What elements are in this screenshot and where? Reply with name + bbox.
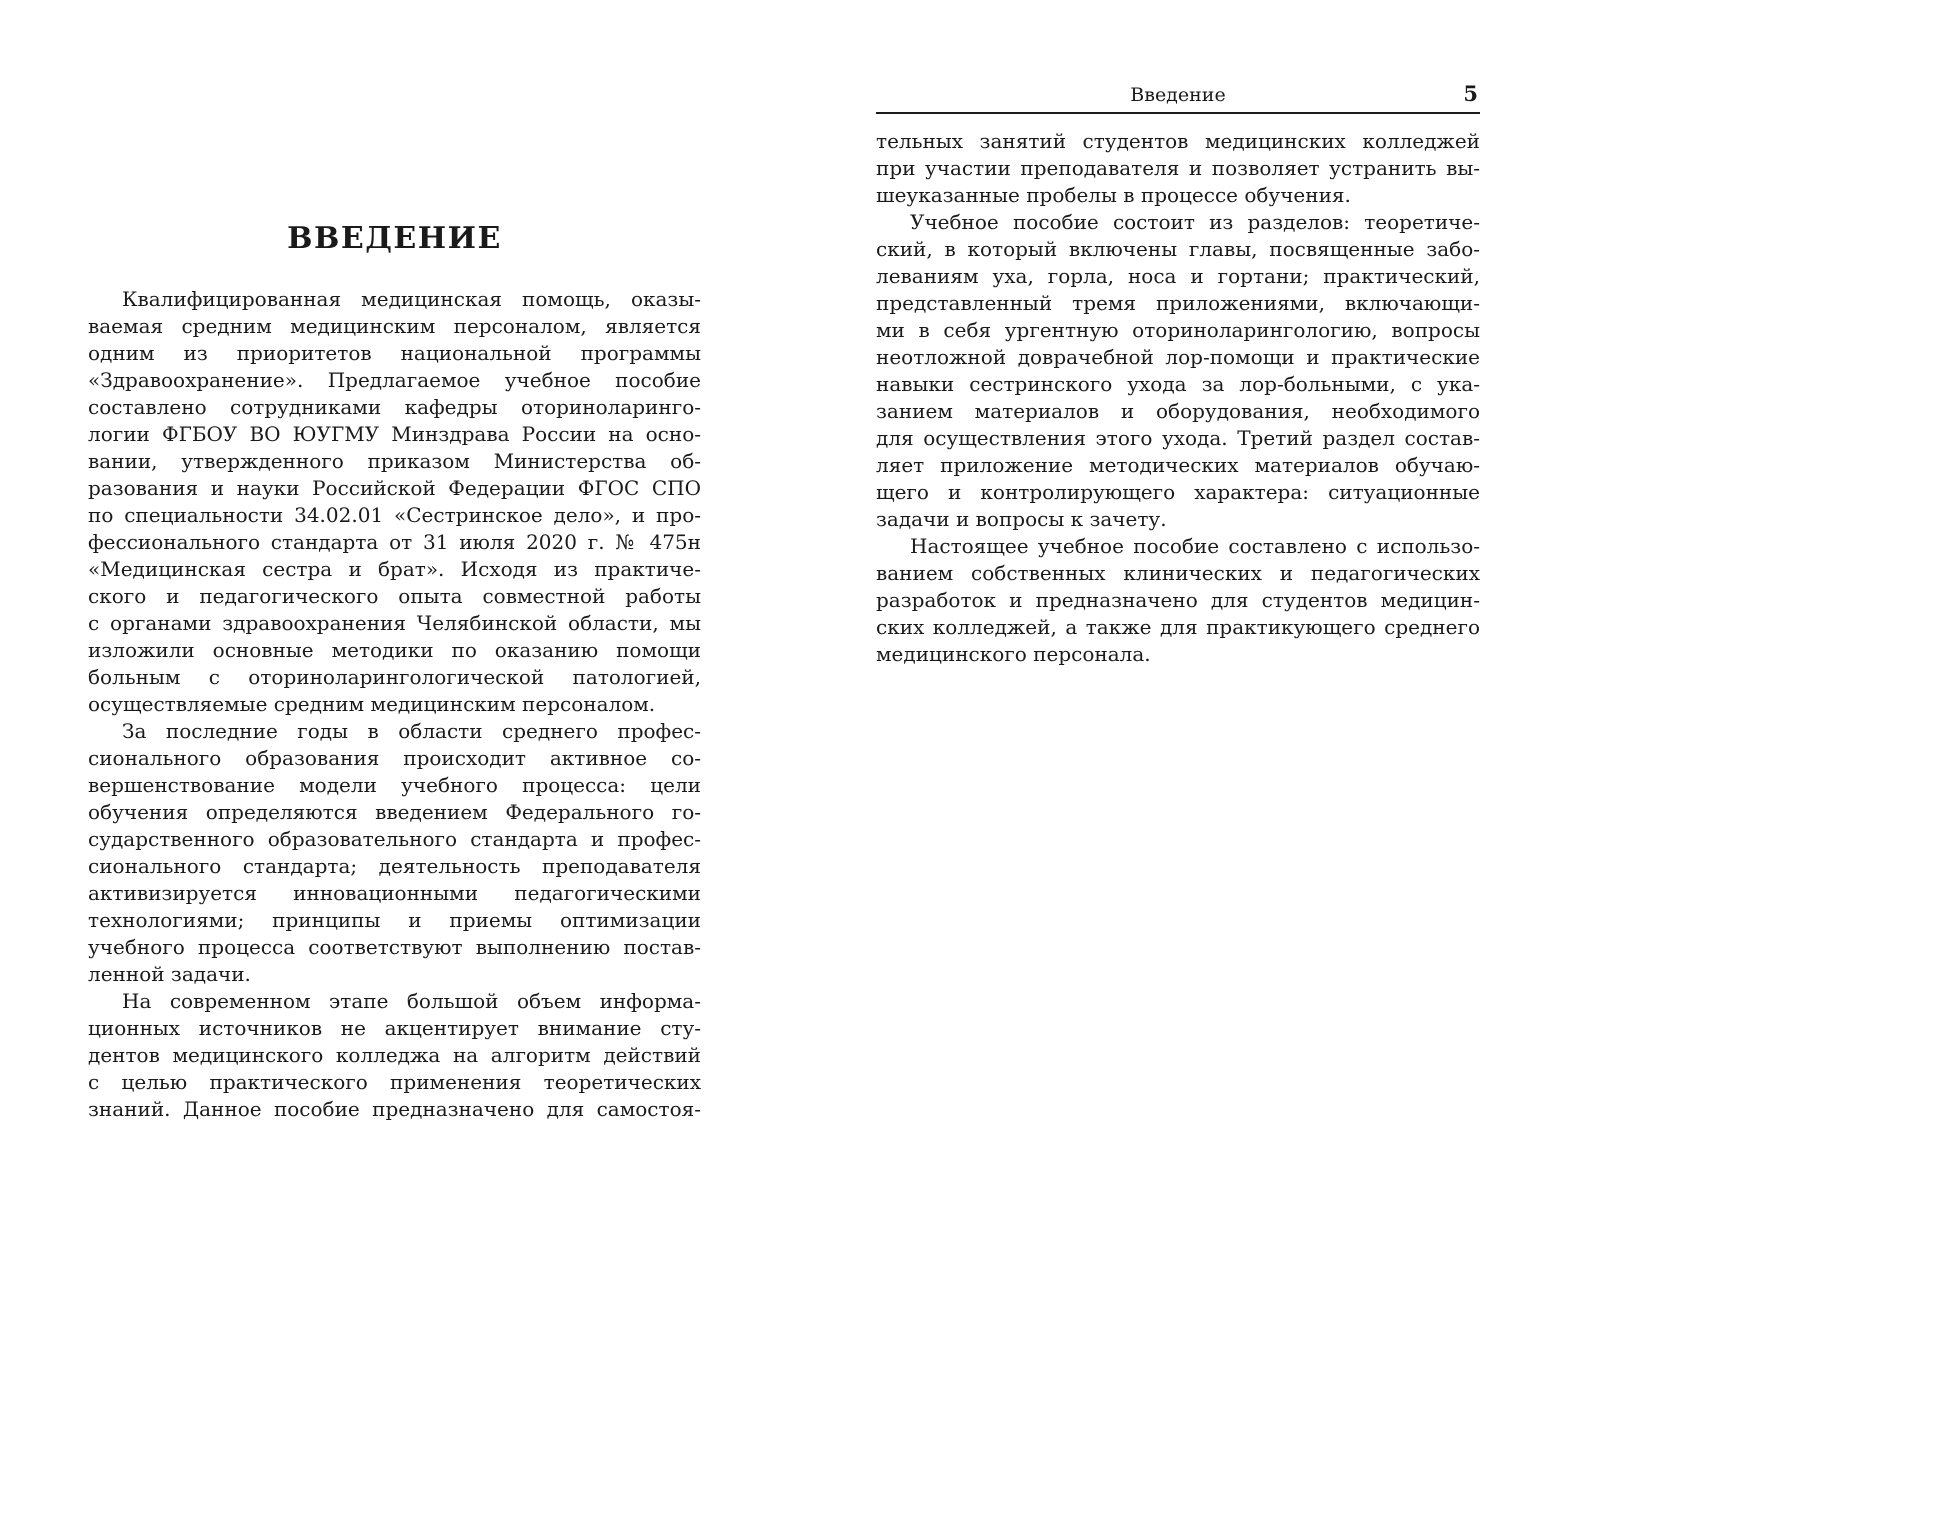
- header-rule: [876, 112, 1480, 114]
- paragraph: [876, 128, 1480, 209]
- text-line: Настоящее учебное пособие составлено с использо-: [910, 534, 1480, 558]
- text-line: щего и контролирующего характера: ситуационные: [876, 480, 1480, 504]
- text-line: одним из приоритетов национальной программы: [88, 341, 701, 365]
- paragraph: [88, 718, 701, 988]
- paragraph: [88, 988, 701, 1123]
- text-line: сионального стандарта; деятельность преподавателя: [88, 854, 701, 878]
- text-line: активизируется инновационными педагогическими: [88, 881, 701, 905]
- text-line: «Медицинская сестра и брат». Исходя из практиче-: [88, 557, 701, 581]
- text-line: знаний. Данное пособие предназначено для самостоя-: [88, 1097, 701, 1121]
- text-line: задачи и вопросы к зачету.: [876, 507, 1167, 531]
- text-line: осуществляемые средним медицинским персоналом.: [88, 692, 656, 716]
- text-line: На современном этапе большой объем информа-: [122, 989, 701, 1013]
- running-header-title: Введение: [1130, 84, 1226, 106]
- text-line: больным с оториноларингологической патологией,: [88, 665, 701, 689]
- paragraph: [876, 533, 1480, 668]
- text-line: фессионального стандарта от 31 июля 2020 г. № 475н: [88, 530, 701, 554]
- text-line: ванием собственных клинических и педагогических: [876, 561, 1480, 585]
- paragraph: [88, 286, 701, 718]
- text-line: ми в себя ургентную оториноларингологию, вопросы: [876, 318, 1480, 342]
- text-line: сионального образования происходит активное со-: [88, 746, 701, 770]
- text-line: представленный тремя приложениями, включающи-: [876, 291, 1480, 315]
- page-left: [88, 222, 701, 1123]
- text-line: занием материалов и оборудования, необходимого: [876, 399, 1480, 423]
- text-line: с органами здравоохранения Челябинской области, мы: [88, 611, 701, 635]
- text-line: медицинского персонала.: [876, 642, 1151, 666]
- text-line: вершенствование модели учебного процесса: цели: [88, 773, 701, 797]
- text-line: ский, в который включены главы, посвященные забо-: [876, 237, 1480, 261]
- text-line: неотложной доврачебной лор-помощи и практические: [876, 345, 1480, 369]
- left-text-block: [88, 286, 701, 1123]
- text-line: составлено сотрудниками кафедры оториноларинго-: [88, 395, 701, 419]
- text-line: при участии преподавателя и позволяет устранить вы-: [876, 156, 1480, 180]
- text-line: по специальности 34.02.01 «Сестринское дело», и про-: [88, 503, 701, 527]
- text-line: Квалифицированная медицинская помощь, оказы-: [122, 287, 701, 311]
- text-line: разработок и предназначено для студентов медицин-: [876, 588, 1480, 612]
- text-line: «Здравоохранение». Предлагаемое учебное пособие: [88, 368, 701, 392]
- paragraph: [876, 209, 1480, 533]
- running-header: [876, 82, 1480, 108]
- text-line: ского и педагогического опыта совместной работы: [88, 584, 701, 608]
- text-line: обучения определяются введением Федерального го-: [88, 800, 701, 824]
- text-line: учебного процесса соответствуют выполнению постав-: [88, 935, 701, 959]
- text-line: ских колледжей, а также для практикующего среднего: [876, 615, 1480, 639]
- text-line: шеуказанные пробелы в процессе обучения.: [876, 183, 1351, 207]
- text-line: навыки сестринского ухода за лор-больными, с ука-: [876, 372, 1480, 396]
- text-line: разования и науки Российской Федерации ФГОС СПО: [88, 476, 701, 500]
- text-line: дентов медицинского колледжа на алгоритм действий: [88, 1043, 701, 1067]
- right-text-block: [876, 128, 1480, 668]
- text-line: для осуществления этого ухода. Третий раздел состав-: [876, 426, 1480, 450]
- text-line: За последние годы в области среднего профес-: [122, 719, 701, 743]
- text-line: леваниям уха, горла, носа и гортани; практический,: [876, 264, 1480, 288]
- text-line: ционных источников не акцентирует внимание сту-: [88, 1016, 701, 1040]
- text-line: логии ФГБОУ ВО ЮУГМУ Минздрава России на осно-: [88, 422, 701, 446]
- page-right: [876, 82, 1480, 668]
- text-line: технологиями; принципы и приемы оптимизации: [88, 908, 701, 932]
- text-line: ляет приложение методических материалов обучаю-: [876, 453, 1480, 477]
- chapter-heading: ВВЕДЕНИЕ: [287, 221, 502, 256]
- text-line: изложили основные методики по оказанию помощи: [88, 638, 701, 662]
- text-line: Учебное пособие состоит из разделов: теоретиче-: [910, 210, 1480, 234]
- text-line: ваемая средним медицинским персоналом, является: [88, 314, 701, 338]
- text-line: с целью практического применения теоретических: [88, 1070, 701, 1094]
- text-line: тельных занятий студентов медицинских колледжей: [876, 129, 1480, 153]
- page-number: 5: [1463, 81, 1478, 106]
- text-line: сударственного образовательного стандарта и профес-: [88, 827, 701, 851]
- text-line: ленной задачи.: [88, 962, 251, 986]
- text-line: вании, утвержденного приказом Министерства об-: [88, 449, 701, 473]
